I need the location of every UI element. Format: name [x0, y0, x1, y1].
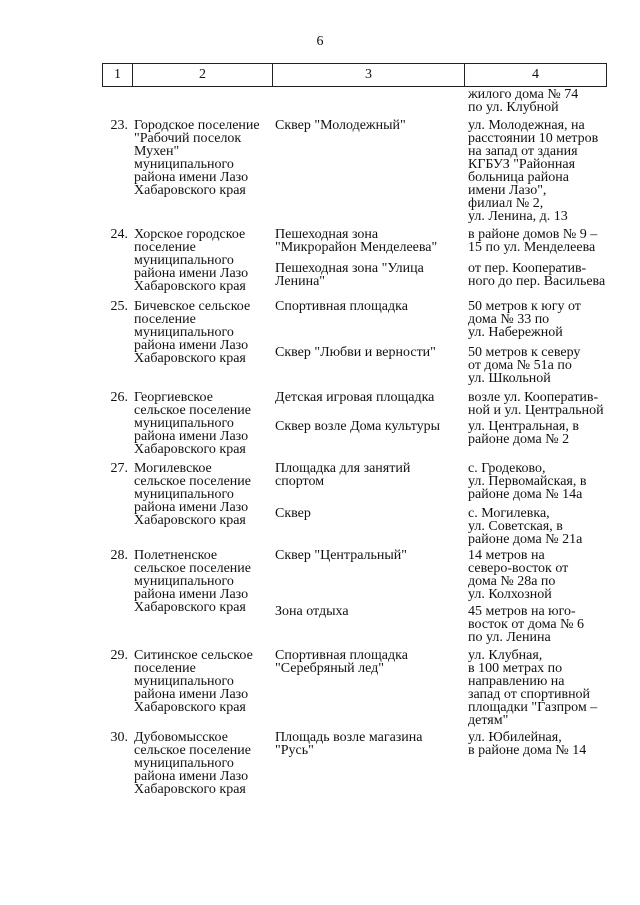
object-line: Площадка для занятий — [275, 461, 411, 476]
settlement-line: сельское поселение — [134, 403, 251, 418]
settlement-line: Дубовомысское — [134, 730, 228, 745]
settlement-line: Городское поселение — [134, 118, 260, 133]
address-line: районе дома № 21а — [468, 532, 583, 547]
address-line: в районе домов № 9 – — [468, 227, 598, 242]
address-line: возле ул. Кооператив- — [468, 390, 599, 405]
settlement-line: "Рабочий поселок — [134, 131, 242, 146]
object-line: спортом — [275, 474, 325, 489]
settlement-name — [134, 549, 266, 614]
address-line: КГБУЗ "Районная — [468, 157, 576, 172]
object-address — [468, 462, 608, 501]
settlement-line: Бичевское сельское — [134, 299, 251, 314]
settlement-line: района имени Лазо — [134, 687, 249, 702]
object-address — [468, 119, 608, 223]
address-line: северо-восток от — [468, 561, 569, 576]
settlement-line: Хабаровского края — [134, 279, 246, 294]
object-address — [468, 731, 608, 757]
settlement-line: Хорское городское — [134, 227, 246, 242]
object-name — [275, 228, 461, 254]
settlement-line: поселение — [134, 661, 196, 676]
address-line: ул. Клубная, — [468, 648, 543, 663]
address-line: в 100 метрах по — [468, 661, 563, 676]
header-col-4: 4 — [465, 64, 607, 87]
address-line: по ул. Ленина — [468, 630, 551, 645]
address-line: запад от спортивной — [468, 687, 591, 702]
row-number: 26. — [110, 390, 128, 405]
settlement-name — [134, 228, 266, 293]
page-number: 6 — [316, 34, 324, 49]
address-line: от пер. Кооператив- — [468, 261, 587, 276]
settlement-line: Мухен" — [134, 144, 180, 159]
address-line: имени Лазо", — [468, 183, 547, 198]
address-line: больница района — [468, 170, 569, 185]
address-line: дома № 33 по — [468, 312, 550, 327]
object-name — [275, 507, 461, 520]
settlement-line: сельское поселение — [134, 561, 251, 576]
address-line: ул. Молодежная, на — [468, 118, 585, 133]
address-line: ул. Советская, в — [468, 519, 563, 534]
settlement-line: муниципального — [134, 325, 234, 340]
settlement-line: Полетненское — [134, 548, 218, 563]
object-name — [275, 119, 461, 132]
address-line: дома № 28а по — [468, 574, 556, 589]
object-line: Ленина" — [275, 274, 326, 289]
address-line: 50 метров к северу — [468, 345, 581, 360]
address-line: восток от дома № 6 — [468, 617, 584, 632]
settlement-name — [134, 300, 266, 365]
object-address — [468, 507, 608, 546]
object-address — [468, 649, 608, 727]
settlement-line: сельское поселение — [134, 474, 251, 489]
settlement-line: Ситинское сельское — [134, 648, 253, 663]
object-line: Сквер возле Дома культуры — [275, 419, 441, 434]
header-col-2: 2 — [133, 64, 273, 87]
address-line: филиал № 2, — [468, 196, 544, 211]
settlement-line: района имени Лазо — [134, 170, 249, 185]
continuation-line: жилого дома № 74 — [468, 87, 579, 102]
settlement-line: района имени Лазо — [134, 266, 249, 281]
object-address — [468, 228, 608, 254]
settlement-name — [134, 462, 266, 527]
settlement-line: Хабаровского края — [134, 782, 246, 797]
settlement-line: муниципального — [134, 253, 234, 268]
settlement-line: поселение — [134, 312, 196, 327]
address-line: ул. Первомайская, в — [468, 474, 587, 489]
object-name — [275, 262, 461, 288]
object-line: Спортивная площадка — [275, 648, 408, 663]
table-header — [102, 63, 607, 87]
object-line: Пешеходная зона "Улица — [275, 261, 424, 276]
settlement-line: Хабаровского края — [134, 700, 246, 715]
settlement-line: Хабаровского края — [134, 442, 246, 457]
settlement-name — [134, 731, 266, 796]
address-line: ул. Школьной — [468, 371, 551, 386]
settlement-line: муниципального — [134, 674, 234, 689]
object-name — [275, 300, 461, 313]
settlement-line: муниципального — [134, 157, 234, 172]
object-line: "Микрорайон Менделеева" — [275, 240, 438, 255]
object-line: Зона отдыха — [275, 604, 349, 619]
row-number: 27. — [110, 461, 128, 476]
settlement-line: Хабаровского края — [134, 183, 246, 198]
object-address — [468, 605, 608, 644]
continuation-address — [468, 88, 608, 114]
object-address — [468, 300, 608, 339]
settlement-line: муниципального — [134, 487, 234, 502]
object-address — [468, 346, 608, 385]
header-col-1: 1 — [103, 64, 133, 87]
object-line: Спортивная площадка — [275, 299, 408, 314]
address-line: от дома № 51а по — [468, 358, 572, 373]
address-line: ул. Ленина, д. 13 — [468, 209, 568, 224]
row-number: 25. — [110, 299, 128, 314]
object-line: Площадь возле магазина — [275, 730, 423, 745]
object-address — [468, 420, 608, 446]
object-name — [275, 731, 461, 757]
address-line: ул. Колхозной — [468, 587, 552, 602]
continuation-line: по ул. Клубной — [468, 100, 559, 115]
object-line: Детская игровая площадка — [275, 390, 435, 405]
object-name — [275, 462, 461, 488]
object-name — [275, 605, 461, 618]
settlement-name — [134, 649, 266, 714]
object-address — [468, 391, 608, 417]
address-line: ной и ул. Центральной — [468, 403, 604, 418]
address-line: детям" — [468, 713, 509, 728]
settlement-line: района имени Лазо — [134, 587, 249, 602]
address-line: ного до пер. Васильева — [468, 274, 606, 289]
object-line: Пешеходная зона — [275, 227, 379, 242]
settlement-name — [134, 119, 266, 197]
address-line: ул. Набережной — [468, 325, 563, 340]
object-name — [275, 649, 461, 675]
settlement-line: муниципального — [134, 574, 234, 589]
address-line: направлению на — [468, 674, 565, 689]
settlement-line: Хабаровского края — [134, 513, 246, 528]
address-line: с. Гродеково, — [468, 461, 546, 476]
row-number: 30. — [110, 730, 128, 745]
header-col-3: 3 — [273, 64, 465, 87]
settlement-line: района имени Лазо — [134, 769, 249, 784]
row-number: 28. — [110, 548, 128, 563]
address-line: ул. Юбилейная, — [468, 730, 562, 745]
address-line: площадки "Газпром – — [468, 700, 598, 715]
address-line: 14 метров на — [468, 548, 545, 563]
address-line: 50 метров к югу от — [468, 299, 581, 314]
address-line: на запад от здания — [468, 144, 578, 159]
settlement-line: Георгиевское — [134, 390, 213, 405]
row-number: 23. — [110, 118, 128, 133]
settlement-line: Хабаровского края — [134, 600, 246, 615]
object-address — [468, 549, 608, 601]
object-line: Сквер "Центральный" — [275, 548, 408, 563]
settlement-line: муниципального — [134, 756, 234, 771]
object-line: Сквер — [275, 506, 311, 521]
object-name — [275, 346, 461, 359]
settlement-line: района имени Лазо — [134, 429, 249, 444]
object-line: Сквер "Любви и верности" — [275, 345, 436, 360]
settlement-line: муниципального — [134, 416, 234, 431]
object-line: "Русь" — [275, 743, 314, 758]
address-line: в районе дома № 14 — [468, 743, 587, 758]
address-line: 15 по ул. Менделеева — [468, 240, 596, 255]
settlement-line: поселение — [134, 240, 196, 255]
settlement-line: Хабаровского края — [134, 351, 246, 366]
address-line: расстоянии 10 метров — [468, 131, 599, 146]
address-line: с. Могилевка, — [468, 506, 550, 521]
object-name — [275, 420, 461, 433]
address-line: ул. Центральная, в — [468, 419, 579, 434]
object-name — [275, 391, 461, 404]
address-line: 45 метров на юго- — [468, 604, 576, 619]
object-line: "Серебряный лед" — [275, 661, 384, 676]
address-line: районе дома № 2 — [468, 432, 570, 447]
settlement-line: района имени Лазо — [134, 500, 249, 515]
object-address — [468, 262, 608, 288]
row-number: 29. — [110, 648, 128, 663]
object-line: Сквер "Молодежный" — [275, 118, 406, 133]
object-name — [275, 549, 461, 562]
settlement-name — [134, 391, 266, 456]
settlement-line: Могилевское — [134, 461, 212, 476]
settlement-line: района имени Лазо — [134, 338, 249, 353]
address-line: районе дома № 14а — [468, 487, 583, 502]
row-number: 24. — [110, 227, 128, 242]
settlement-line: сельское поселение — [134, 743, 251, 758]
